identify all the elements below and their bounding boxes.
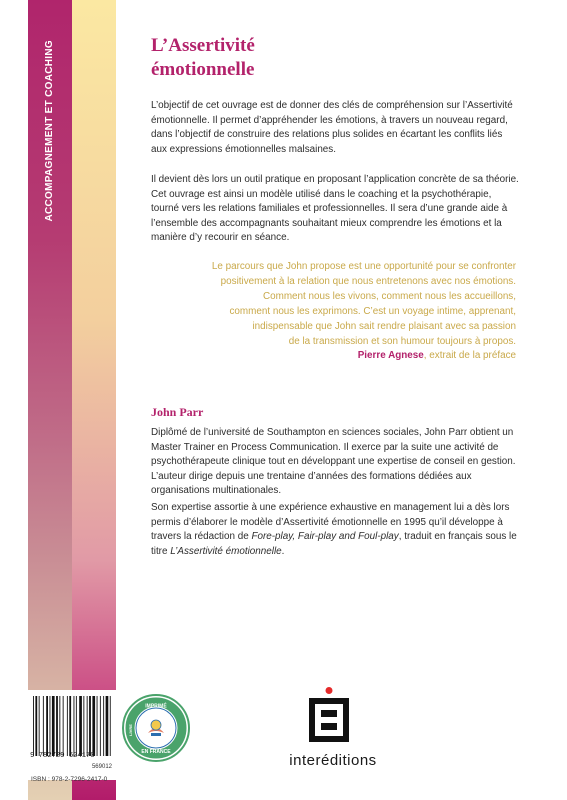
bio-text: . bbox=[281, 545, 285, 557]
quote-line: positivement à la relation que nous entretenons avec nos émotions. bbox=[220, 276, 516, 287]
spine-band-gradient bbox=[72, 0, 116, 800]
bio-paragraph-2 bbox=[151, 501, 519, 559]
seal-bottom-text: EN FRANCE bbox=[141, 749, 171, 755]
barcode-icon bbox=[32, 696, 112, 756]
reference-code: 569012 bbox=[91, 764, 112, 770]
collection-label-text: ACCOMPAGNEMENT ET COACHING bbox=[44, 40, 55, 222]
book-title-line2: émotionnelle bbox=[151, 59, 255, 80]
intro-paragraph-1: L’objectif de cet ouvrage est de donner des clés de compréhension sur l’Assertivité émotionnelle. Il permet d’appréhender les émotions, à travers un nouveau regard, dans l’objectif de construire des relations plus solides en écartant les conflits liés aux expressions émotionnelles malsaines. bbox=[151, 100, 513, 155]
bio-book-french-title: L’Assertivité émotionnelle bbox=[170, 545, 282, 557]
collection-label bbox=[33, 40, 67, 240]
seal-side-text: LIVRE bbox=[128, 724, 133, 736]
intro-paragraph-2: Il devient dès lors un outil pratique en proposant l’application concrète de sa théorie. Cet ouvrage est ainsi un modèle utilisé dans le coaching et la psychothérapie, tourné vers les relations familiales et professionnelles. Il sera d’une grande aide à l’ensemble des accompagnants souhaitant mieux comprendre les émotions et la manière d’y recourir en séance. bbox=[151, 174, 519, 243]
quote-line: comment nous les exprimons. C’est un voyage intime, apprenant, bbox=[229, 306, 516, 317]
quote-line: Le parcours que John propose est une opportunité pour se confronter bbox=[211, 261, 516, 272]
barcode bbox=[28, 690, 116, 780]
bio-paragraph-1: Diplômé de l’université de Southampton en sciences sociales, John Parr obtient un Master Trainer en Process Communication. Il exerce par la suite une activité de psychothérapeute clinique tout en développant une expertise de conseil en gestion. L’auteur dirige depuis une trentaine d’années des formations dédiées aux organisations multinationales. bbox=[151, 427, 516, 496]
intereditions-logo-icon bbox=[306, 686, 352, 746]
bio-book-original-title: Fore-play, Fair-play and Foul-play bbox=[251, 531, 399, 542]
quote-attribution bbox=[170, 350, 516, 361]
made-in-france-seal-icon bbox=[121, 693, 191, 763]
book-title-line1: L’Assertivité bbox=[151, 35, 255, 56]
barcode-number: 9 782729 624170 bbox=[30, 752, 95, 760]
book-title bbox=[151, 34, 255, 82]
quote-line: de la transmission et son humour toujours à propos. bbox=[288, 336, 516, 347]
quote-author: Pierre Agnese bbox=[357, 350, 424, 361]
quote-source: , extrait de la préface bbox=[423, 350, 516, 361]
author-heading: John Parr bbox=[151, 405, 204, 419]
quote-line: indispensable que John sait rendre plaisant avec sa passion bbox=[252, 321, 516, 332]
bio-text: Son expertise assortie à une expérience exhaustive en management lui a dès lors permis d’élaborer le modèle d’Assertivité émotionnelle en 1995 qu’il développe à travers la rédaction de bbox=[151, 502, 510, 542]
isbn: ISBN : 978-2-7296-2417-0 bbox=[31, 776, 108, 783]
seal-top-text: IMPRIMÉ bbox=[145, 703, 167, 710]
publisher-name: interéditions bbox=[289, 752, 377, 769]
quote-line: Comment nous les vivons, comment nous les accueillons, bbox=[262, 291, 516, 302]
bio-text: , traduit en français sous le titre bbox=[151, 531, 517, 557]
